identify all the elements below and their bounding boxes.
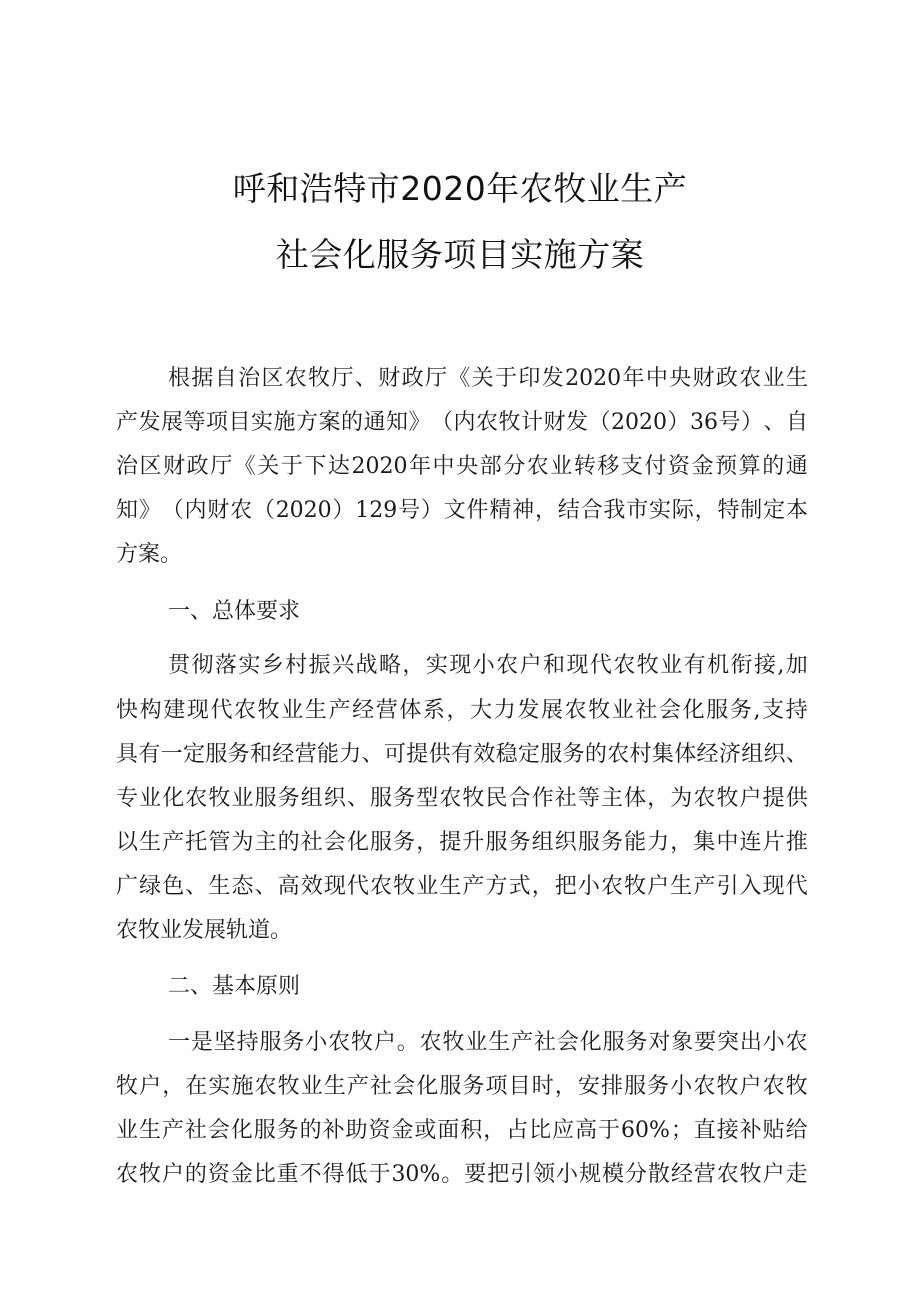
section2-line: 业 生 产 社 会 化 服 务 的 补 助 资 金 或 面 积 ， 占 比 应 高 于 60% ； 直 接 补 贴 给 [116, 1118, 808, 1143]
section-heading-basic-principles: 二、基本原则 [168, 974, 301, 999]
document-title-line-2: 社会化服务项目实施方案 [275, 235, 645, 274]
section1-line: 快 构 建 现 代 农 牧 业 生 产 经 营 体 系 ， 大 力 发 展 农 牧 业 社 会 化 服 务 , 支 持 [116, 698, 808, 723]
section1-line: 农牧业发展轨道。 [116, 918, 293, 943]
section1-line: 具 有 一 定 服 务 和 经 营 能 力 、 可 提 供 有 效 稳 定 服 务 的 农 村 集 体 经 济 组 织 、 [116, 742, 808, 767]
document-title-line-1: 呼和浩特市2020年农牧业生产 [232, 169, 688, 208]
intro-line: 根 据 自 治 区 农 牧 厅 、 财 政 厅 《 关 于 印 发 2020 年 中 央 财 政 农 业 生 [168, 366, 808, 391]
intro-line: 知 》 （ 内 财 农 （ 2020 ） 129 号 ） 文 件 精 神 ， 结 合 我 市 实 际 ， 特 制 定 本 [116, 498, 808, 523]
section1-line: 以 生 产 托 管 为 主 的 社 会 化 服 务 ， 提 升 服 务 组 织 服 务 能 力 ， 集 中 连 片 推 [116, 830, 808, 855]
section1-line: 广 绿 色 、 生 态 、 高 效 现 代 农 牧 业 生 产 方 式 ， 把 小 农 牧 户 生 产 引 入 现 代 [116, 874, 808, 899]
section1-line: 专 业 化 农 牧 业 服 务 组 织 、 服 务 型 农 牧 民 合 作 社 等 主 体 ， 为 农 牧 户 提 供 [116, 786, 808, 811]
section-heading-general-requirements: 一、总体要求 [168, 599, 301, 624]
intro-line: 方案。 [116, 542, 183, 567]
section2-line: 牧 户 ， 在 实 施 农 牧 业 生 产 社 会 化 服 务 项 目 时 ， 安 排 服 务 小 农 牧 户 农 牧 [116, 1074, 808, 1099]
intro-line: 产 发 展 等 项 目 实 施 方 案 的 通 知 》 （ 内 农 牧 计 财 发 （ 2020 ） 36 号 ） 、 自 [116, 410, 808, 435]
section1-line: 贯 彻 落 实 乡 村 振 兴 战 略 ， 实 现 小 农 户 和 现 代 农 牧 业 有 机 衔 接 , 加 [168, 653, 808, 678]
intro-line: 治 区 财 政 厅 《 关 于 下 达 2020 年 中 央 部 分 农 业 转 移 支 付 资 金 预 算 的 通 [116, 454, 808, 479]
section2-line: 一 是 坚 持 服 务 小 农 牧 户 。 农 牧 业 生 产 社 会 化 服 务 对 象 要 突 出 小 农 [168, 1030, 808, 1055]
section2-line: 农 牧 户 的 资 金 比 重 不 得 低 于 30% 。 要 把 引 领 小 规 模 分 散 经 营 农 牧 户 走 [116, 1162, 808, 1187]
